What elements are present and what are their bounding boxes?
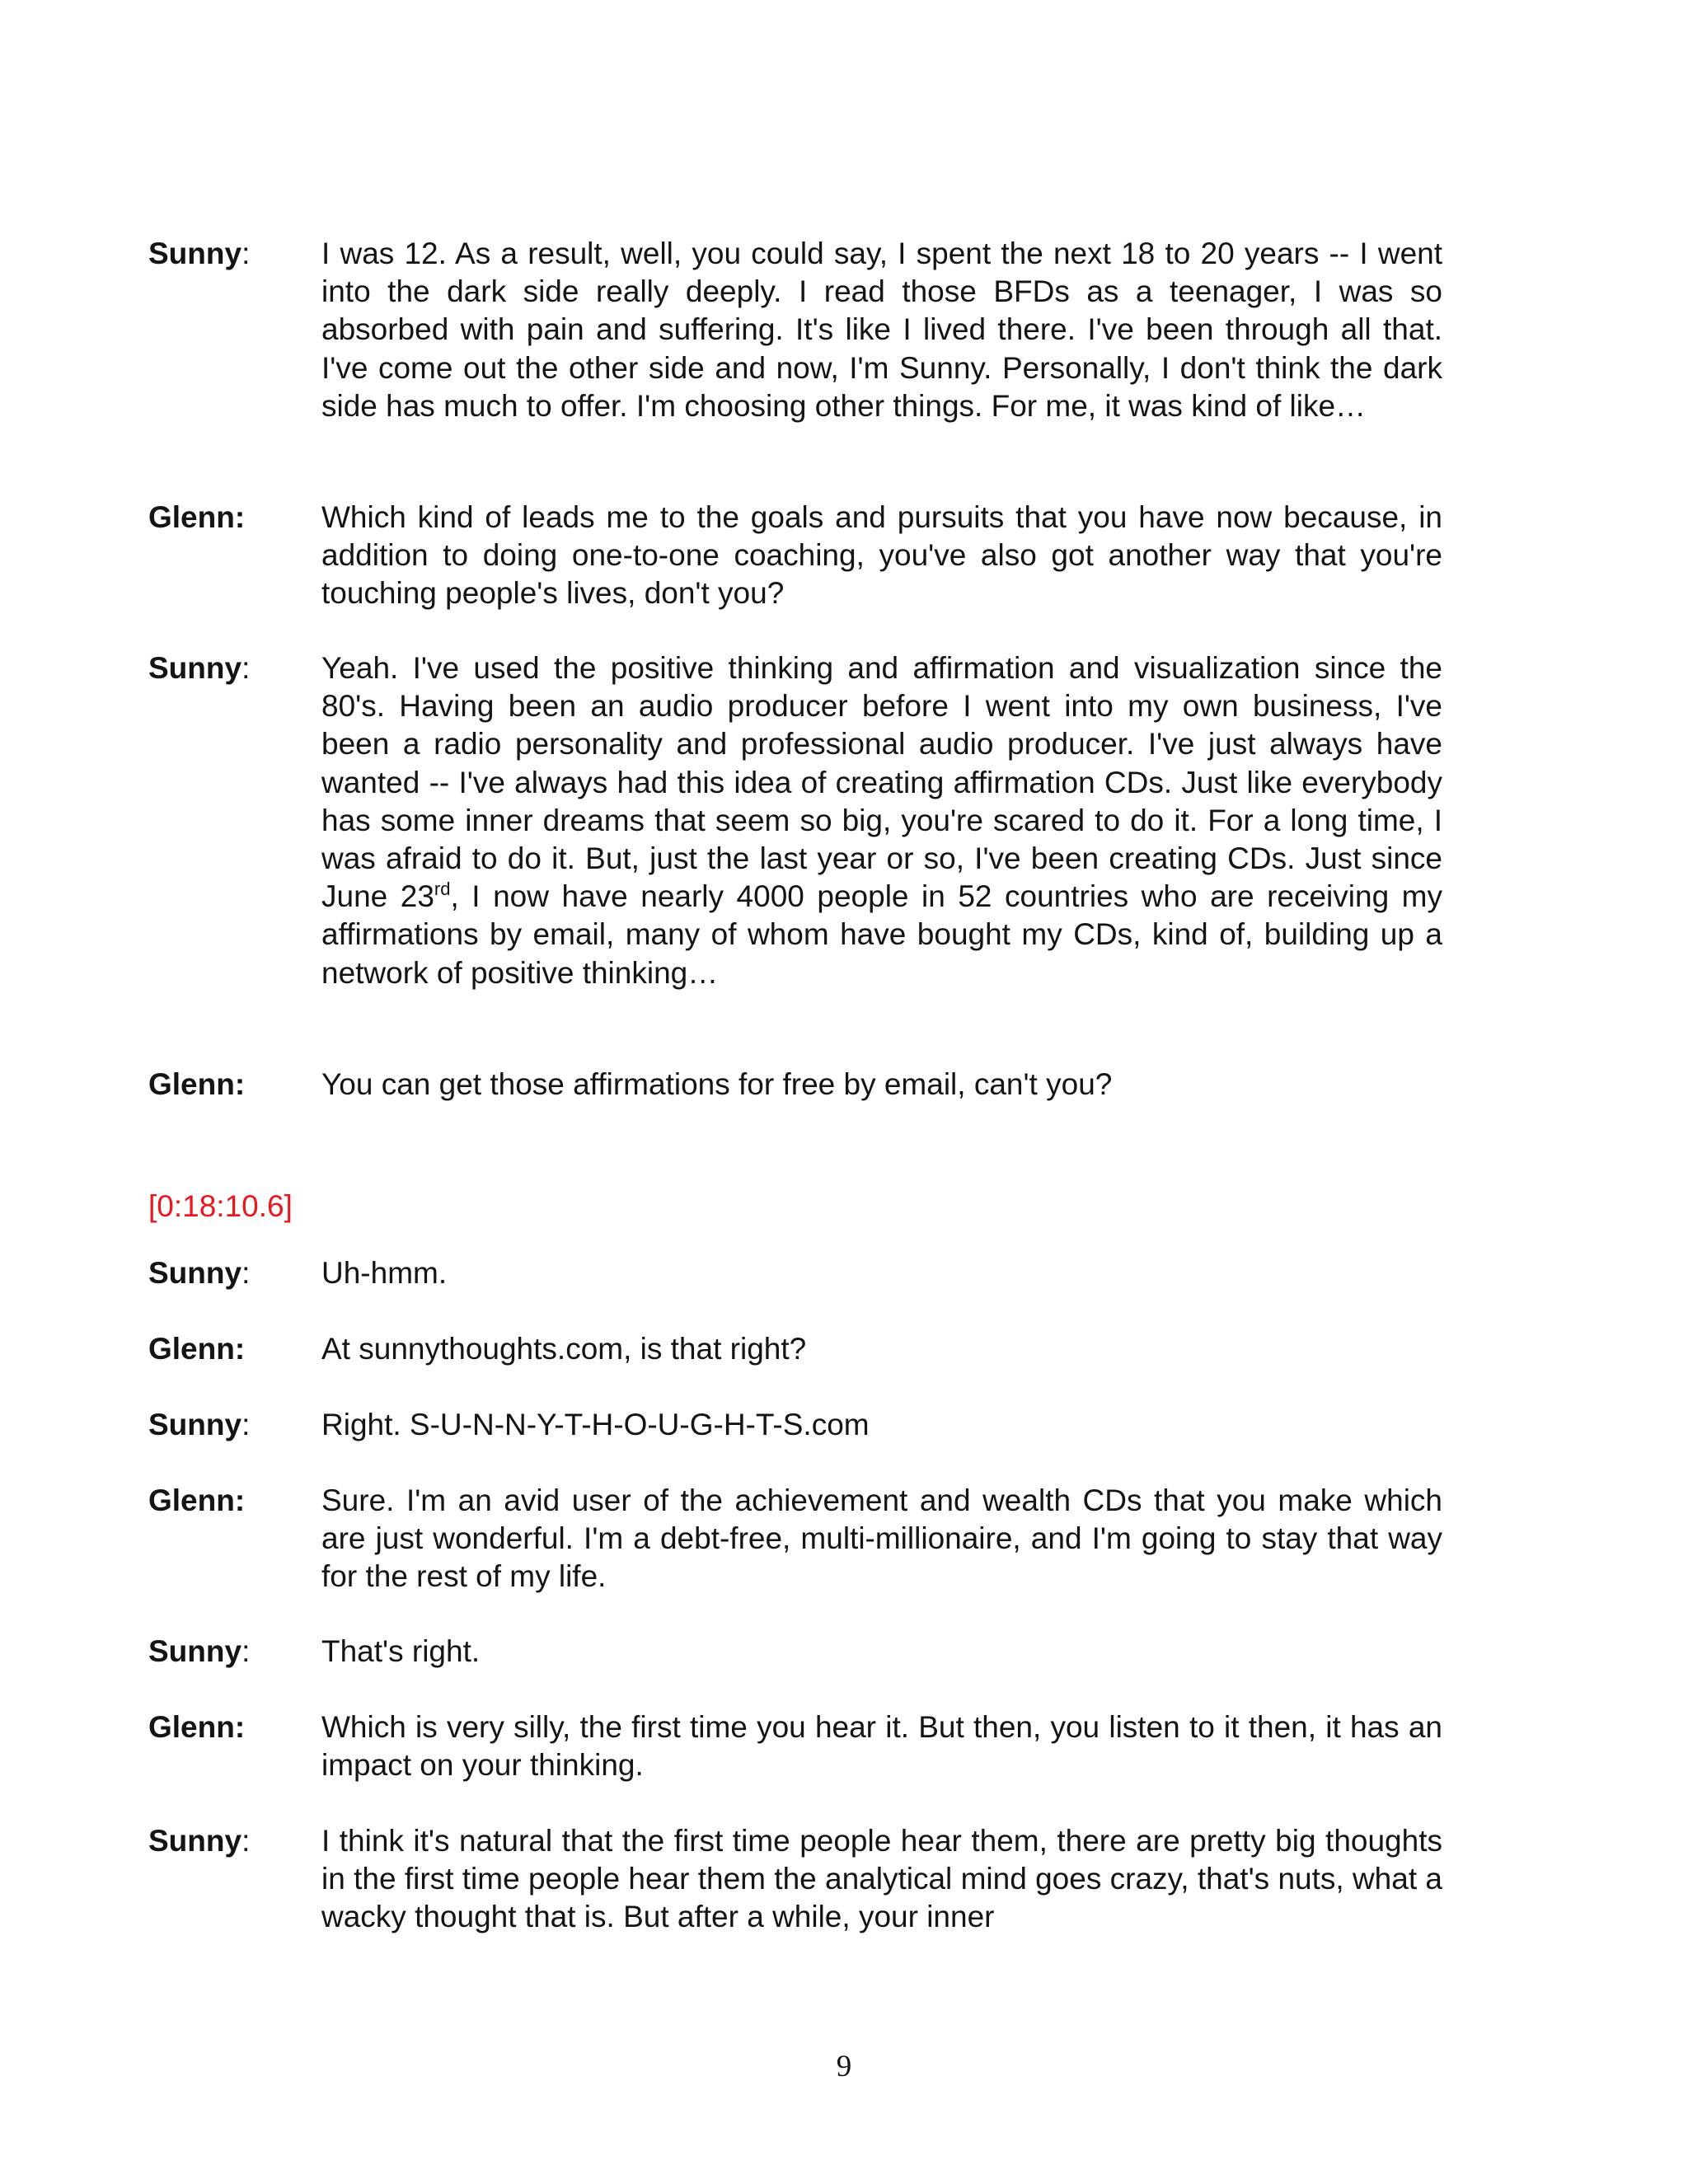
speaker-label bbox=[148, 235, 250, 273]
dialogue-text: Right. S-U-N-N-Y-T-H-O-U-G-H-T-S.com bbox=[321, 1408, 870, 1441]
speaker-label bbox=[148, 1633, 250, 1671]
speaker-label bbox=[148, 649, 250, 687]
ordinal-superscript: rd bbox=[434, 879, 451, 900]
speaker-name: Glenn bbox=[148, 1483, 235, 1517]
speaker-colon: : bbox=[241, 237, 251, 270]
speaker-name: Sunny bbox=[148, 1634, 242, 1668]
timestamp: [0:18:10.6] bbox=[148, 1189, 293, 1223]
speaker-name: Sunny bbox=[148, 1824, 242, 1858]
speaker-label bbox=[148, 1066, 245, 1104]
speaker-colon: : bbox=[241, 1256, 251, 1290]
dialogue-text: You can get those affirmations for free by email, can't you? bbox=[321, 1067, 1113, 1101]
speaker-label bbox=[148, 1822, 250, 1860]
speaker-label bbox=[148, 1482, 245, 1520]
speaker-name: Glenn bbox=[148, 1710, 235, 1744]
dialogue-text bbox=[321, 649, 1442, 992]
speaker-name: Sunny bbox=[148, 651, 242, 685]
dialogue-text: At sunnythoughts.com, is that right? bbox=[321, 1332, 807, 1366]
page-number: 9 bbox=[836, 2050, 852, 2083]
speaker-label bbox=[148, 499, 245, 537]
dialogue-text: Which kind of leads me to the goals and pursuits that you have now because, in addition to doing one-to-one coaching, you've also got another way that you're touching people's lives, don't you? bbox=[321, 500, 1442, 611]
speaker-label bbox=[148, 1406, 250, 1444]
dialogue-text: That's right. bbox=[321, 1634, 481, 1668]
speaker-label bbox=[148, 1330, 245, 1368]
speaker-colon: : bbox=[234, 1067, 246, 1101]
speaker-name: Glenn bbox=[148, 1332, 235, 1366]
speaker-name: Glenn bbox=[148, 1067, 235, 1101]
dialogue-text: I was 12. As a result, well, you could say, I spent the next 18 to 20 years -- I went into the dark side really deeply. I read those BFDs as a teenager, I was so absorbed with pain and suffering. It's like I lived there. I've been through all that. I've come out the other side and now, I'm Sunny. Personally, I don't think the dark side has much to offer. I'm choosing other things. For me, it was kind of like… bbox=[321, 237, 1442, 423]
speaker-colon: : bbox=[241, 651, 251, 685]
speaker-colon: : bbox=[241, 1634, 251, 1668]
dialogue-text: I think it's natural that the first time people hear them, there are pretty big thoughts in the first time people hear them the analytical mind goes crazy, that's nuts, what a wacky thought that is. But after a while, your inner bbox=[321, 1824, 1442, 1934]
speaker-label bbox=[148, 1254, 250, 1292]
dialogue-text-part: Yeah. I've used the positive thinking and affirmation and visualization since the 80's. Having been an audio producer before I went into my own business, I've been a radio personality and professional audio producer. I've just always have wanted -- I've always had this idea of creating affirmation CDs. Just like everybody has some inner dreams that seem so big, you're scared to do it. For a long time, I was afraid to do it. But, just the last year or so, I've been creating CDs. Just since June 23 bbox=[321, 651, 1442, 914]
speaker-colon: : bbox=[241, 1408, 251, 1441]
speaker-name: Sunny bbox=[148, 1408, 242, 1441]
speaker-colon: : bbox=[234, 1483, 246, 1517]
speaker-name: Sunny bbox=[148, 237, 242, 270]
speaker-colon: : bbox=[234, 500, 246, 534]
dialogue-text-part: , I now have nearly 4000 people in 52 countries who are receiving my affirmations by email, many of whom have bought my CDs, kind of, building up a network of positive thinking… bbox=[321, 879, 1442, 990]
speaker-colon: : bbox=[234, 1710, 246, 1744]
speaker-colon: : bbox=[234, 1332, 246, 1366]
speaker-colon: : bbox=[241, 1824, 251, 1858]
dialogue-text: Sure. I'm an avid user of the achievement and wealth CDs that you make which are just wonderful. I'm a debt-free, multi-millionaire, and I'm going to stay that way for the rest of my life. bbox=[321, 1483, 1442, 1594]
dialogue-text: Uh-hmm. bbox=[321, 1256, 448, 1290]
dialogue-text: Which is very silly, the first time you hear it. But then, you listen to it then, it has an impact on your thinking. bbox=[321, 1710, 1442, 1783]
speaker-name: Glenn bbox=[148, 500, 235, 534]
speaker-name: Sunny bbox=[148, 1256, 242, 1290]
speaker-label bbox=[148, 1708, 245, 1746]
